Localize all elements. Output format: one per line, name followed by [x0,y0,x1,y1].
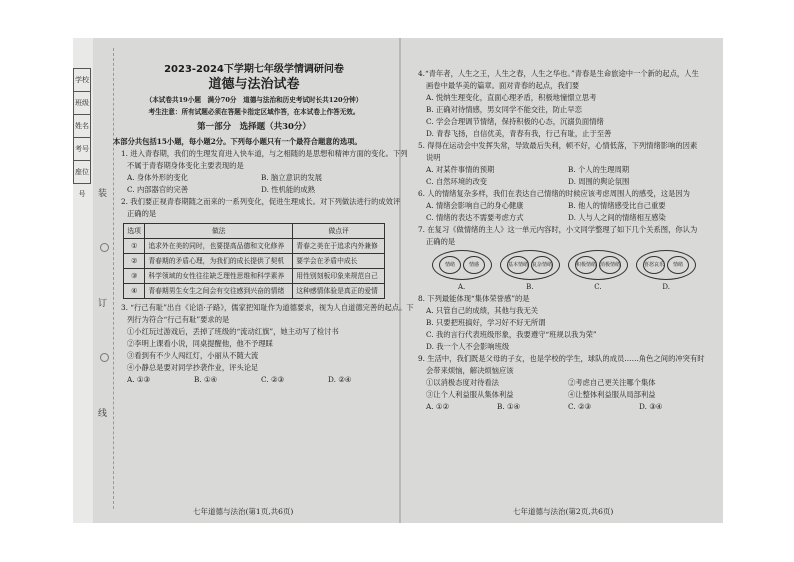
q2-stem-line1: 2. 我们要正视青春期随之而来的一系列变化，促进生理成长。对下列做法进行的成效评 [121,197,401,206]
q7-diagram-a [432,250,492,280]
table-cell: 青春之美在于追求内外兼修 [293,239,385,254]
q7-option-d: D. [662,283,670,291]
q9-option-c: C. ②③ [568,402,592,411]
q7-option-c: C. [594,283,602,291]
q1-option-d: D. 性机能的成熟 [261,185,316,194]
info-cell-class: 班级 [73,92,91,115]
q1-options-row2 [113,184,395,196]
q3-options [113,374,395,386]
q4-option-a: A. 悦纳生理变化，直面心理矛盾，积极地憧憬立思考 [426,93,597,102]
q5-stem-sub: 说明 [426,153,441,162]
q9-option-a: A. ①② [426,402,449,411]
q6-option-b: B. 他人的情绪感受比自己重要 [568,201,666,210]
diagram-node: 情感 [463,256,485,274]
info-cell-exam-number: 考号 [73,138,91,161]
info-cell-school: 学校 [73,68,91,92]
q7-stem-line1: 7. 在复习《做情绪的主人》这一单元内容时，小文同学整理了如下几个关系图，你认为 [418,225,698,234]
q3-option-a: A. ①③ [127,375,150,384]
q9-stem-line1: 9. 生活中，我们既是父母的子女，也是学校的学生，球队的成员……角色之间的冲突有时 [418,354,705,363]
info-cell-seat: 座位号 [73,161,91,184]
q7-stem-line2: 正确的是 [426,237,456,246]
q9-option-d: D. ③④ [639,402,663,411]
q6-stem: 6. 人的情绪复杂多样，我们在表达自己情绪的时候应该考虑周围人的感受，这是因为 [418,189,690,198]
q7-diagram-c [568,250,628,280]
exam-info: （本试卷共19小题 满分70分 道德与法治和历史考试时长共120分钟） [145,96,363,104]
q6-option-a: A. 情绪会影响自己的身心健康 [426,201,524,210]
q9-stem-line2: 会带来烦恼，解决烦恼应该 [426,366,514,375]
diagram-node: 消极情绪 [599,256,621,274]
q4-stem-line1: 4.“青年者，人生之王，人生之春，人生之华也。”青春是生命旅途中一个新的起点，人生 [418,69,699,78]
q3-stem-line1: 3. “行己有耻”出自《论语·子路》，儒家把知耻作为道德要求，视为人自道德完善的起点。下 [121,303,414,312]
q5-stem: 5. 得得在运动会中发挥失常，导致最后失利，顿不好，心情低落，下列情绪影响的因素 [418,141,698,150]
q7-option-b: B. [526,283,534,291]
q3-option-b: B. ①④ [194,375,218,384]
q3-item-1: ①小红玩过游戏后，丢掉了班级的“流动红旗”，她主动写了检讨书 [127,327,339,336]
q1-option-c: C. 内部器官的完善 [127,185,189,194]
q4-option-b: B. 正确对待情感，男女同学不能交往，防止早恋 [426,105,582,114]
section-title: 第一部分 选择题（共30分） [197,122,311,132]
table-header-comment: 做点评 [293,224,385,239]
q5-options-row1 [418,164,710,176]
q9-item-3: ③让个人利益服从集体利益 [426,390,514,399]
exam-sheet [73,38,723,523]
exam-title: 道德与法治试卷 [208,77,300,92]
q8-option-c: C. 我的言行代表班级形象，我要遵守“班规以我为荣” [426,330,597,339]
table-row [124,269,385,284]
binding-mark-xian: 线 [98,409,108,419]
q7-option-a: A. [458,283,466,291]
page-2 [418,68,710,413]
q9-item-1: ①以消极态度对待看法 [426,378,499,387]
q8-option-d: D. 我一个人不会影响班级 [426,342,510,351]
table-cell: ④ [124,284,145,299]
table-cell: 这种感情体验是真正的爱情 [293,284,385,299]
q7-diagram-b [500,250,560,280]
diagram-node: 基本情绪 [507,256,529,274]
q9-items-row2 [418,389,710,401]
q6-options-row2 [418,212,710,224]
q9-items-row1 [418,377,710,389]
table-cell: 青春期男生女生之间会有交往感到兴奋的情绪 [145,284,293,299]
table-row [124,284,385,299]
q2-stem-line2: 正确的是 [127,209,157,218]
q3-option-d: D. ②④ [328,375,352,384]
q2-table-header [124,224,385,239]
punch-hole-bottom [100,353,109,362]
binding-mark-zhuang: 装 [98,189,108,199]
binding-strip [73,38,93,523]
page-2-footer: 七年道德与法治(第2页,共6页) [513,507,614,516]
q4-option-c: C. 学会合理调节情绪，保持积极的心态，沉溺负面情绪 [426,117,604,126]
table-cell: ② [124,254,145,269]
q4-stem-line2: 画卷中最华美的篇章。面对青春的起点，我们要 [426,81,580,90]
page-1 [113,64,414,386]
diagram-node: 积极情绪 [575,256,597,274]
q5-option-b: B. 个人的生理周期 [568,165,630,174]
q4-option-d: D. 青春飞扬，自信优美，青春有我，行己有耻，止于至善 [426,129,612,138]
q7-diagram-d [636,250,696,280]
diagram-node: 复杂情绪 [531,256,553,274]
q6-option-d: D. 人与人之间的情绪相互感染 [568,213,666,222]
diagram-node: 情绪 [439,256,461,274]
student-info-cells [73,68,91,198]
q5-option-c: C. 自然环境的改变 [426,177,488,186]
page-1-footer: 七年道德与法治(第1页,共6页) [193,507,294,516]
q3-item-3: ③看到有不少人闯红灯，小丽从不随大流 [127,351,259,360]
q6-options-row1 [418,200,710,212]
q8-stem: 8. 下列最能体现“集体荣誉感”的是 [418,294,530,303]
table-cell: 青春期的矛盾心理，为我们的成长提供了契机 [145,254,293,269]
exam-header: 2023-2024下学期七年级学情调研问卷 [164,64,344,75]
q1-stem-line1: 1. 进入青春期，我们的生理发育进入快车道，与之相随的是思想和精神方面的变化。下列 [121,149,408,158]
page-fold [399,38,401,523]
table-cell: 要学会在矛盾中成长 [293,254,385,269]
q8-option-b: B. 只要把班搞好，学习好不好无所谓 [426,318,546,327]
q7-diagrams [418,248,710,280]
table-row [124,254,385,269]
diagram-node: 喜怒哀乐 [643,256,665,274]
table-cell: ③ [124,269,145,284]
table-cell: 科学领域的女性往往缺乏理性思维和科学素养 [145,269,293,284]
q1-option-b: B. 脑立意识的发展 [261,173,323,182]
q8-option-a: A. 只管自己的成绩，其他与我无关 [426,306,539,315]
q9-item-4: ④让整体利益服从局部利益 [568,390,656,399]
punch-hole-top [100,243,109,252]
q3-stem-line2: 列行为符合“行己有耻”要求的是 [127,315,230,324]
q1-stem-line2: 不属于青春期身体变化主要表现的是 [127,161,244,170]
exam-notice: 考生注意：所有试题必须在答题卡指定区域作答，在本试卷上作答无效。 [148,108,360,116]
q7-diagram-labels [418,280,710,293]
table-header-option: 选项 [124,224,145,239]
q9-item-2: ②考虑自己更关注哪个集体 [568,378,656,387]
binding-mark-ding: 订 [98,299,108,309]
info-cell-name: 姓名 [73,115,91,138]
q3-option-c: C. ②③ [261,375,285,384]
q9-options [418,401,710,413]
q9-option-b: B. ①④ [497,402,521,411]
q1-options-row1 [113,172,395,184]
table-header-practice: 做法 [145,224,293,239]
q5-options-row2 [418,176,710,188]
q5-option-d: D. 周围的舆论氛围 [568,177,630,186]
table-cell: ① [124,239,145,254]
q2-table [123,223,385,299]
diagram-node: 情绪 [667,256,689,274]
table-cell: 用性别刻板印象来规范自己 [293,269,385,284]
q5-option-a: A. 对某件事情的预期 [426,165,495,174]
section-intro: 本部分共包括15小题，每小题2分。下列每小题只有一个最符合题意的选项。 [113,137,362,146]
q3-item-2: ②李明上课看小说，同桌提醒他，他不予理睬 [127,339,273,348]
q1-option-a: A. 身体外形的变化 [127,173,188,182]
table-cell: 追求外在美的同时，也要提高品德和文化修养 [145,239,293,254]
table-row [124,239,385,254]
q3-item-4: ④小静总是要对同学抄袭作业，评头论足 [127,363,259,372]
q6-option-c: C. 情绪的表达不需要考虑方式 [426,213,524,222]
